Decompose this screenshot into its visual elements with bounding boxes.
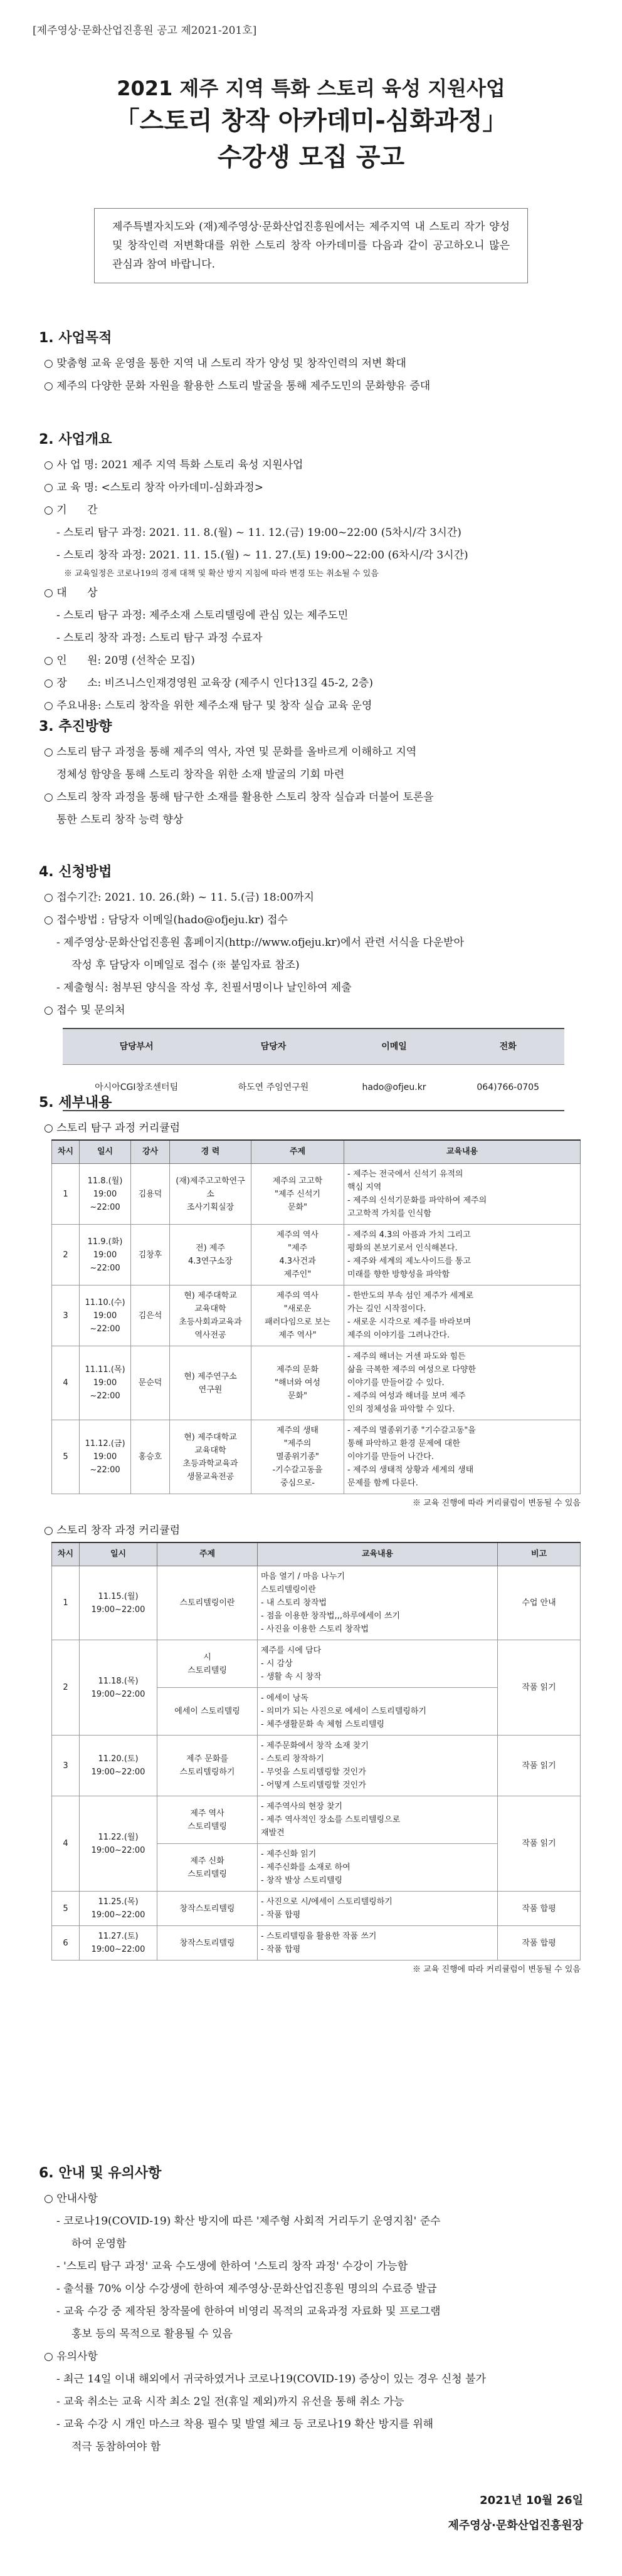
- list-item: - 스토리 탐구 과정: 2021. 11. 8.(월) ~ 11. 12.(금) 19:00~22:00 (5차시/각 3시간): [56, 526, 461, 539]
- list-item: 통한 스토리 창작 능력 향상: [56, 814, 184, 826]
- session-instructor: 홍승호: [131, 1420, 170, 1494]
- table-header: 주제: [157, 1542, 258, 1566]
- table-header: 교육내용: [258, 1542, 498, 1566]
- table-note: ※ 교육 진행에 따라 커리큘럼이 변동될 수 있음: [413, 1965, 581, 1974]
- list-item: ○ 대 상: [44, 587, 98, 599]
- session-note: 수업 안내: [498, 1566, 581, 1640]
- table-row: [52, 1346, 581, 1420]
- section-notice: [39, 2161, 583, 2458]
- signature-block: [39, 2488, 583, 2538]
- session-number: 1: [52, 1164, 80, 1225]
- section-title: 5. 세부내용: [39, 1095, 112, 1111]
- session-topic: 제주의 문화 "해녀와 여성 문화": [251, 1346, 344, 1420]
- session-note: 작품 읽기: [498, 1640, 581, 1736]
- list-item: - 교육 취소는 교육 시작 최소 2일 전(휴일 제외)까지 유선을 통해 취소 가능: [56, 2395, 404, 2408]
- list-item: - 제주영상·문화산업진흥원 홈페이지(http://www.ofjeju.kr)에서 관련 서식을 다운받아: [56, 936, 465, 949]
- session-date: 11.8.(월) 19:00 ~22:00: [80, 1164, 131, 1225]
- table-row: [52, 1164, 581, 1225]
- section-direction: [39, 715, 583, 831]
- list-item: ○ 기 간: [44, 504, 98, 516]
- list-item: ○ 접수방법 : 담당자 이메일(hado@ofjeju.kr) 접수: [44, 914, 288, 926]
- contact-department: 아시아CGI창조센터팀: [63, 1065, 210, 1111]
- session-date: 11.20.(토) 19:00~22:00: [80, 1736, 157, 1796]
- list-item: - 제출형식: 첨부된 양식을 작성 후, 친필서명이나 날인하여 제출: [56, 982, 352, 994]
- table-row: [52, 1736, 581, 1796]
- curriculum-table-exploration: [51, 1139, 581, 1494]
- announcement-date: 2021년 10월 26일: [480, 2494, 583, 2507]
- list-item: - 출석률 70% 이상 수강생에 한하여 제주영상·문화산업진흥원 명의의 수료증 발급: [56, 2283, 437, 2295]
- session-number: 5: [52, 1892, 80, 1926]
- session-content: - 제주신화 읽기 - 제주신화를 소재로 하여 - 창작 발상 스토리텔링: [258, 1844, 498, 1892]
- session-date: 11.25.(목) 19:00~22:00: [80, 1892, 157, 1926]
- section-purpose: [39, 326, 583, 397]
- session-note: 작품 합평: [498, 1892, 581, 1926]
- list-item: 적극 동참하여야 함: [71, 2441, 161, 2453]
- session-topic: 제주의 생태 "제주의 멸종위기종" -기수갈고동을 중심으로-: [251, 1420, 344, 1494]
- table-header: 차시: [52, 1542, 80, 1566]
- section-application: [39, 860, 583, 1111]
- session-number: 3: [52, 1736, 80, 1796]
- table-row: [52, 1285, 581, 1346]
- session-date: 11.22.(월) 19:00~22:00: [80, 1796, 157, 1892]
- session-date: 11.27.(토) 19:00~22:00: [80, 1926, 157, 1961]
- list-item: ○ 인 원: 20명 (선착순 모집): [44, 654, 195, 667]
- table-row: [52, 1420, 581, 1494]
- list-item: - '스토리 탐구 과정' 교육 수도생에 한하여 '스토리 창작 과정' 수강이 가능함: [56, 2260, 408, 2273]
- list-item: ○ 맞춤형 교육 운영을 통한 지역 내 스토리 작가 양성 및 창작인력의 저변 확대: [44, 357, 406, 370]
- list-item: ○ 유의사항: [44, 2350, 98, 2363]
- session-topic: 창작스토리텔링: [157, 1892, 258, 1926]
- title-line-2: 「스토리 창작 아카데미-심화과정」: [114, 107, 508, 135]
- session-topic: 창작스토리텔링: [157, 1926, 258, 1961]
- session-topic: 제주의 역사 "제주 4.3사건과 제주인": [251, 1225, 344, 1285]
- subsection-title: ○ 스토리 탐구 과정 커리큘럼: [44, 1122, 181, 1134]
- section-details: [39, 1091, 583, 1979]
- section-title: 6. 안내 및 유의사항: [39, 2165, 162, 2181]
- list-item: ○ 교 육 명: <스토리 창작 아카데미-심화과정>: [44, 481, 263, 494]
- section-overview: [39, 427, 583, 717]
- session-career: 현) 제주대학교 교육대학 초등과학교육과 생물교육전공: [170, 1420, 251, 1494]
- subsection-title: ○ 스토리 창작 과정 커리큘럼: [44, 1524, 181, 1537]
- session-instructor: 김창후: [131, 1225, 170, 1285]
- table-note: ※ 교육 진행에 따라 커리큘럼이 변동될 수 있음: [413, 1499, 581, 1508]
- contact-phone: 064)766-0705: [451, 1065, 564, 1111]
- session-content: - 제주역사의 현장 찾기 - 제주 역사적인 장소를 스토리텔링으로 재발견: [258, 1796, 498, 1844]
- title-line-3: 수강생 모집 공고: [217, 143, 405, 172]
- table-row: [52, 1640, 581, 1688]
- list-item: ○ 제주의 다양한 문화 자원을 활용한 스토리 발굴을 통해 제주도민의 문화향유 증대: [44, 380, 431, 392]
- session-date: 11.15.(월) 19:00~22:00: [80, 1566, 157, 1640]
- session-career: 전) 제주 4.3연구소장: [170, 1225, 251, 1285]
- list-item: - 스토리 창작 과정: 2021. 11. 15.(월) ~ 11. 27.(토) 19:00~22:00 (6차시/각 3시간): [56, 549, 468, 562]
- session-number: 4: [52, 1346, 80, 1420]
- section-title: 4. 신청방법: [39, 864, 112, 880]
- table-header: 경 력: [170, 1140, 251, 1164]
- contact-person: 하도연 주임연구원: [210, 1065, 336, 1111]
- table-header: 전화: [451, 1029, 564, 1065]
- session-number: 5: [52, 1420, 80, 1494]
- session-career: 현) 제주연구소 연구원: [170, 1346, 251, 1420]
- session-content: - 제주문화에서 창작 소재 찾기 - 스토리 창작하기 - 무엇을 스토리텔링할 것인가 - 어떻게 스토리텔링할 것인가: [258, 1736, 498, 1796]
- session-content: 제주를 시에 담다 - 시 감상 - 생활 속 시 창작: [258, 1640, 498, 1688]
- list-item: ○ 사 업 명: 2021 제주 지역 특화 스토리 육성 지원사업: [44, 459, 303, 471]
- session-content: - 사진으로 시/에세이 스토리텔링하기 - 작품 합평: [258, 1892, 498, 1926]
- section-title: 1. 사업목적: [39, 330, 112, 346]
- list-item: - 최근 14일 이내 해외에서 귀국하였거나 코로나19(COVID-19) 증상이 있는 경우 신청 불가: [56, 2373, 486, 2385]
- list-item: - 코로나19(COVID-19) 확산 방지에 따른 '제주형 사회적 거리두기 운영지침' 준수: [56, 2215, 441, 2228]
- session-number: 4: [52, 1796, 80, 1892]
- session-number: 2: [52, 1225, 80, 1285]
- list-item: 홍보 등의 목적으로 활용될 수 있음: [71, 2328, 233, 2340]
- session-content: - 제주의 해녀는 거센 파도와 힘든 삶을 극복한 제주의 여성으로 다양한 이야기를 만들어갈 수 있다. - 제주의 여성과 해녀를 보며 제주 인의 정체성을 파악할 수 있다.: [344, 1346, 581, 1420]
- session-topic: 제주 문화를 스토리텔링하기: [157, 1736, 258, 1796]
- table-row: [52, 1796, 581, 1844]
- intro-box: [94, 208, 528, 283]
- session-career: (재)제주고고학연구소 조사기획실장: [170, 1164, 251, 1225]
- list-item: 정체성 함양을 통해 스토리 창작을 위한 소재 발굴의 기회 마련: [56, 768, 345, 781]
- table-header: 주제: [251, 1140, 344, 1164]
- list-item: ○ 접수 및 문의처: [44, 1004, 125, 1017]
- list-item: ○ 안내사항: [44, 2192, 98, 2205]
- table-header: 담당부서: [63, 1029, 210, 1065]
- list-item: ○ 스토리 창작 과정을 통해 탐구한 소재를 활용한 스토리 창작 실습과 더불어 토론을: [44, 791, 434, 804]
- table-header: 비고: [498, 1542, 581, 1566]
- session-content: - 에세이 낭독 - 의미가 되는 사진으로 에세이 스토리텔링하기 - 체주생활문화 속 체험 스토리텔링: [258, 1688, 498, 1736]
- issuing-organization: 제주영상·문화산업진흥원장: [448, 2519, 583, 2532]
- session-date: 11.10.(수) 19:00 ~22:00: [80, 1285, 131, 1346]
- table-row: [52, 1892, 581, 1926]
- session-number: 1: [52, 1566, 80, 1640]
- table-header: 일시: [80, 1542, 157, 1566]
- table-row: [52, 1225, 581, 1285]
- session-content: - 한반도의 부속 섬인 제주가 세계로 가는 길인 시작점이다. - 새로운 시각으로 제주를 바라보며 제주의 이야기를 그려나간다.: [344, 1285, 581, 1346]
- list-item: ○ 주요내용: 스토리 창작을 위한 제주소재 탐구 및 창작 실습 교육 운영: [44, 699, 372, 712]
- session-instructor: 문순덕: [131, 1346, 170, 1420]
- session-date: 11.9.(화) 19:00 ~22:00: [80, 1225, 131, 1285]
- session-note: 작품 합평: [498, 1926, 581, 1961]
- curriculum-table-creation: [51, 1542, 581, 1961]
- session-content: - 스토리텔링을 활용한 작품 쓰기 - 작품 합평: [258, 1926, 498, 1961]
- session-topic: 제주 신화 스토리텔링: [157, 1844, 258, 1892]
- table-header: 일시: [80, 1140, 131, 1164]
- session-topic: 에세이 스토리텔링: [157, 1688, 258, 1736]
- list-item: - 교육 수강 시 개인 마스크 착용 필수 및 발열 체크 등 코로나19 확산 방지를 위해: [56, 2418, 434, 2431]
- table-header: 차시: [52, 1140, 80, 1164]
- session-date: 11.18.(목) 19:00~22:00: [80, 1640, 157, 1736]
- table-header: 강사: [131, 1140, 170, 1164]
- session-topic: 시 스토리텔링: [157, 1640, 258, 1688]
- session-note: 작품 읽기: [498, 1796, 581, 1892]
- session-number: 6: [52, 1926, 80, 1961]
- session-content: - 제주의 멸종위기종 "기수갈고동"을 통해 파악하고 환경 문제에 대한 이야기를 만들어 나간다. - 제주의 생태적 상황과 세계의 생태 문제를 함께 다룬다.: [344, 1420, 581, 1494]
- list-item: ○ 접수기간: 2021. 10. 26.(화) ~ 11. 5.(금) 18:00까지: [44, 891, 314, 904]
- title-line-1: 2021 제주 지역 특화 스토리 육성 지원사업: [117, 76, 505, 100]
- list-item: - 교육 수강 중 제작된 창작물에 한하여 비영리 목적의 교육과정 자료화 및 프로그램: [56, 2305, 441, 2318]
- intro-text: 제주특별자치도와 (재)제주영상·문화산업진흥원에서는 제주지역 내 스토리 작가 양성 및 창작인력 저변확대를 위한 스토리 창작 아카데미를 다음과 같이 공고하오니 많은 관심과 참여 바랍니다.: [112, 221, 510, 271]
- list-item: 하여 운영함: [71, 2238, 127, 2250]
- table-row: [52, 1926, 581, 1961]
- table-header: 교육내용: [344, 1140, 581, 1164]
- section-title: 3. 추진방향: [39, 719, 112, 735]
- table-header: 이메일: [337, 1029, 452, 1065]
- session-topic: 제주 역사 스토리텔링: [157, 1796, 258, 1844]
- list-item: ○ 장 소: 비즈니스인재경영원 교육장 (제주시 인다13길 45-2, 2층): [44, 677, 373, 689]
- table-header: 담당자: [210, 1029, 336, 1065]
- session-content: - 제주는 전국에서 신석기 유적의 핵심 지역 - 제주의 신석기문화를 파악하여 제주의 고고학적 가치를 인식함: [344, 1164, 581, 1225]
- list-item: - 스토리 탐구 과정: 제주소재 스토리텔링에 관심 있는 제주도민: [56, 609, 349, 622]
- session-date: 11.12.(금) 19:00 ~22:00: [80, 1420, 131, 1494]
- session-content: - 제주의 4.3의 아픔과 가치 그리고 평화의 본보기로서 인식해본다. - 제주와 세계의 제노사이드를 통고 미래를 향한 방향성을 파악함: [344, 1225, 581, 1285]
- session-date: 11.11.(목) 19:00 ~22:00: [80, 1346, 131, 1420]
- session-number: 2: [52, 1640, 80, 1736]
- session-topic: 제주의 역사 "새로운 패러다임으로 보는 제주 역사": [251, 1285, 344, 1346]
- list-note: ※ 교육일정은 코로나19의 경제 대책 및 확산 방지 지침에 따라 변경 또는 취소될 수 있음: [64, 569, 379, 579]
- session-topic: 스토리텔링이란: [157, 1566, 258, 1640]
- session-instructor: 김은석: [131, 1285, 170, 1346]
- session-instructor: 김용덕: [131, 1164, 170, 1225]
- list-item: - 스토리 창작 과정: 스토리 탐구 과정 수료자: [56, 632, 263, 644]
- list-item: 작성 후 담당자 이메일로 접수 (※ 붙임자료 참조): [71, 959, 300, 971]
- table-row: [52, 1566, 581, 1640]
- session-career: 현) 제주대학교 교육대학 초등사회과교육과 역사전공: [170, 1285, 251, 1346]
- title-block: [0, 74, 622, 175]
- document-number: [제주영상·문화산업진흥원 공고 제2021-201호]: [33, 24, 257, 37]
- list-item: ○ 스토리 탐구 과정을 통해 제주의 역사, 자연 및 문화를 올바르게 이해하고 지역: [44, 746, 417, 758]
- session-topic: 제주의 고고학 "제주 신석기 문화": [251, 1164, 344, 1225]
- contact-email: hado@ofjeu.kr: [337, 1065, 452, 1111]
- session-content: 마음 열기 / 마음 나누기 스토리텔링이란 - 내 스토리 창작법 - 점을 이용한 창작법,,,하루에세이 쓰기 - 사진을 이용한 스토리 창작법: [258, 1566, 498, 1640]
- session-number: 3: [52, 1285, 80, 1346]
- section-title: 2. 사업개요: [39, 432, 112, 448]
- session-note: 작품 읽기: [498, 1736, 581, 1796]
